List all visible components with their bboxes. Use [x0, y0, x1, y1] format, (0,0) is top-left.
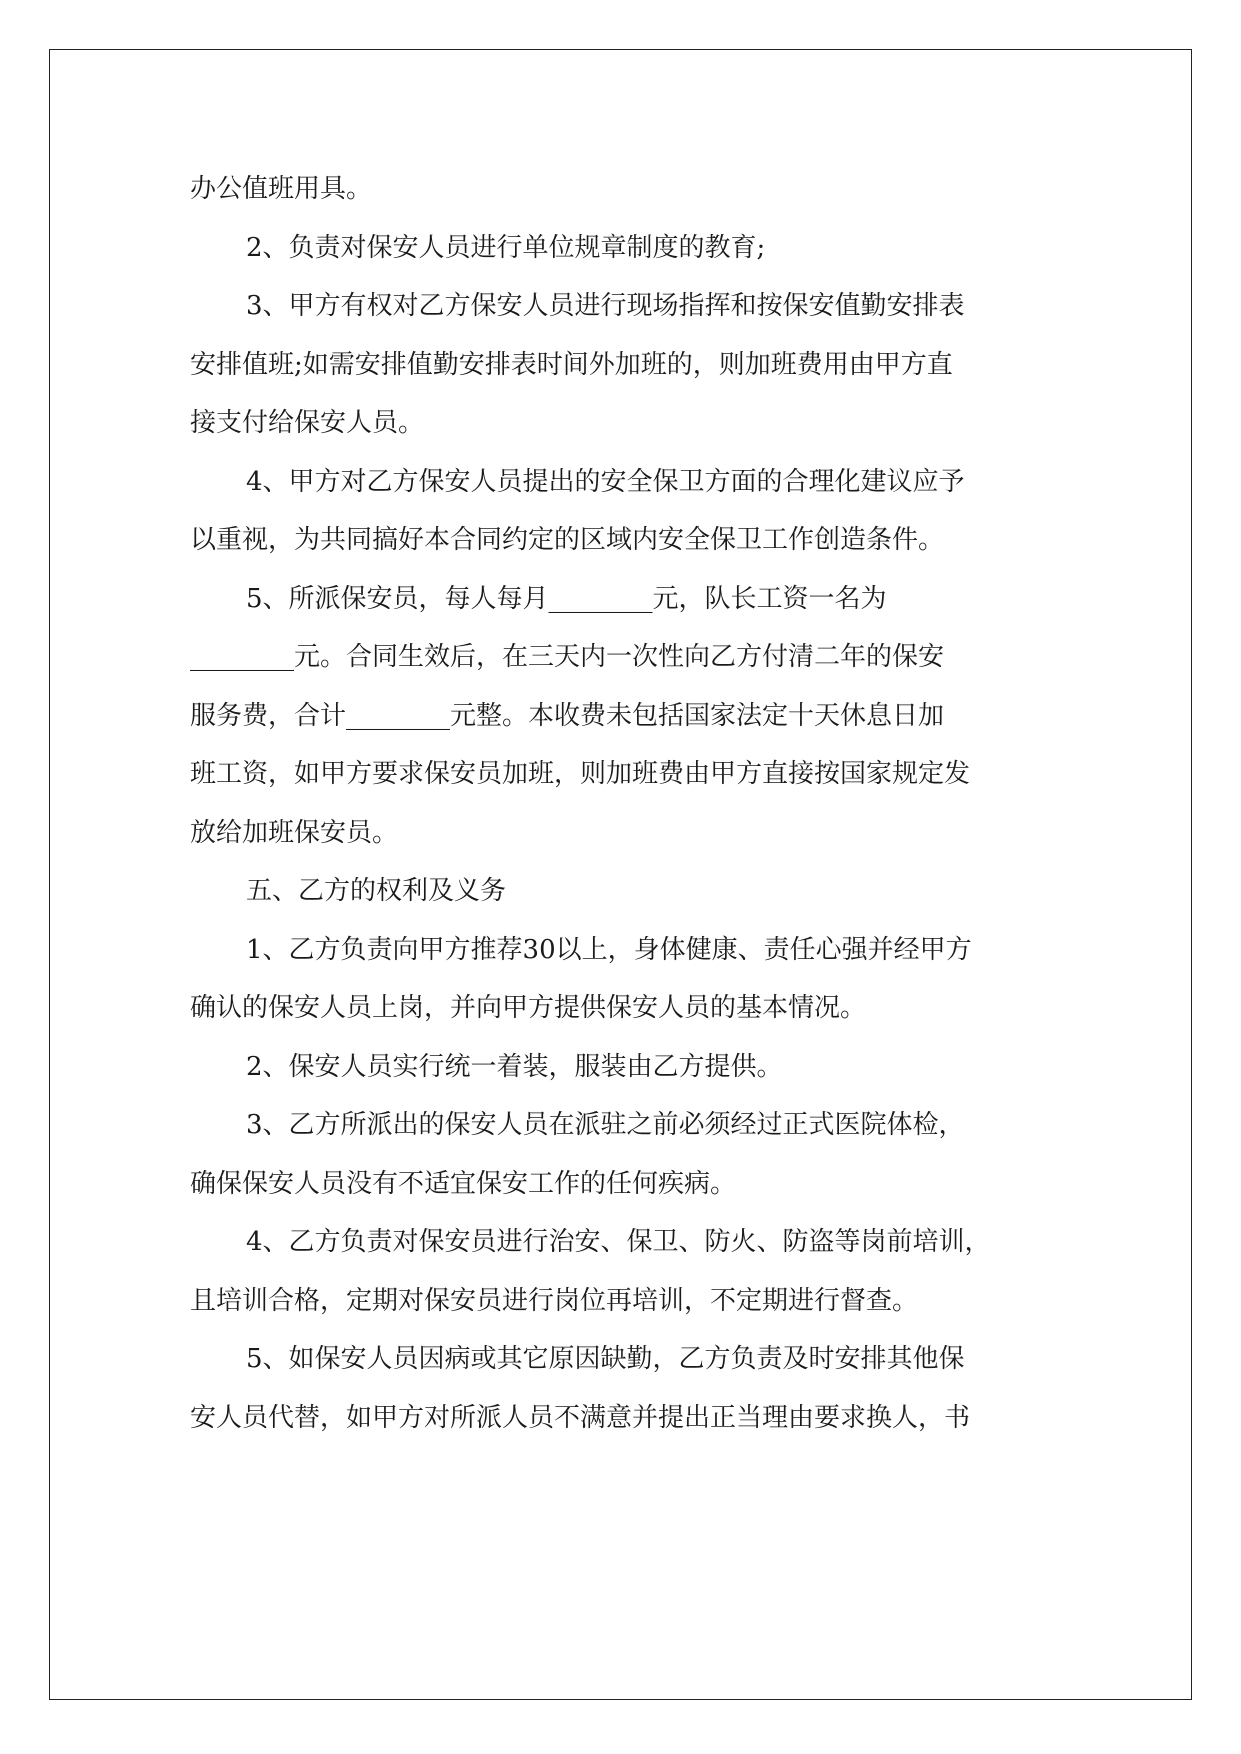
text-line: 班工资，如甲方要求保安员加班，则加班费由甲方直接按国家规定发 — [190, 759, 971, 789]
text-line: 办公值班用具。 — [190, 174, 373, 204]
text-line: 以重视，为共同搞好本合同约定的区域内安全保卫工作创造条件。 — [190, 525, 945, 555]
document-body — [190, 160, 1065, 1447]
text-line: 安排值班;如需安排值勤安排表时间外加班的，则加班费用由甲方直 — [190, 349, 953, 380]
text-line: 放给加班保安员。 — [190, 817, 399, 848]
text-line: 接支付给保安人员。 — [190, 408, 425, 438]
text-line: 5、如保安人员因病或其它原因缺勤，乙方负责及时安排其他保 — [246, 1344, 965, 1374]
text-line: 2、保安人员实行统一着装，服装由乙方提供。 — [246, 1051, 783, 1082]
text-line: 3、乙方所派出的保安人员在派驻之前必须经过正式医院体检， — [246, 1110, 965, 1140]
text-line: 2、负责对保安人员进行单位规章制度的教育; — [246, 232, 766, 263]
text-line: 安人员代替，如甲方对所派人员不满意并提出正当理由要求换人，书 — [190, 1402, 971, 1433]
text-line: 5、所派保安员，每人每月________元，队长工资一名为 — [246, 583, 887, 614]
text-line: 服务费，合计________元整。本收费未包括国家法定十天休息日加 — [190, 700, 945, 731]
text-line: 4、甲方对乙方保安人员提出的安全保卫方面的合理化建议应予 — [246, 466, 965, 497]
text-line: ________元。合同生效后，在三天内一次性向乙方付清二年的保安 — [190, 642, 945, 672]
text-line: 1、乙方负责向甲方推荐30以上，身体健康、责任心强并经甲方 — [246, 934, 972, 965]
text-line: 确认的保安人员上岗，并向甲方提供保安人员的基本情况。 — [190, 993, 867, 1023]
text-line: 4、乙方负责对保安员进行治安、保卫、防火、防盗等岗前培训， — [246, 1227, 991, 1257]
text-line: 确保保安人员没有不适宜保安工作的任何疾病。 — [190, 1168, 737, 1199]
text-line: 3、甲方有权对乙方保安人员进行现场指挥和按保安值勤安排表 — [246, 291, 965, 321]
text-line: 且培训合格，定期对保安员进行岗位再培训，不定期进行督查。 — [190, 1285, 919, 1316]
section-heading: 五、乙方的权利及义务 — [246, 876, 507, 906]
